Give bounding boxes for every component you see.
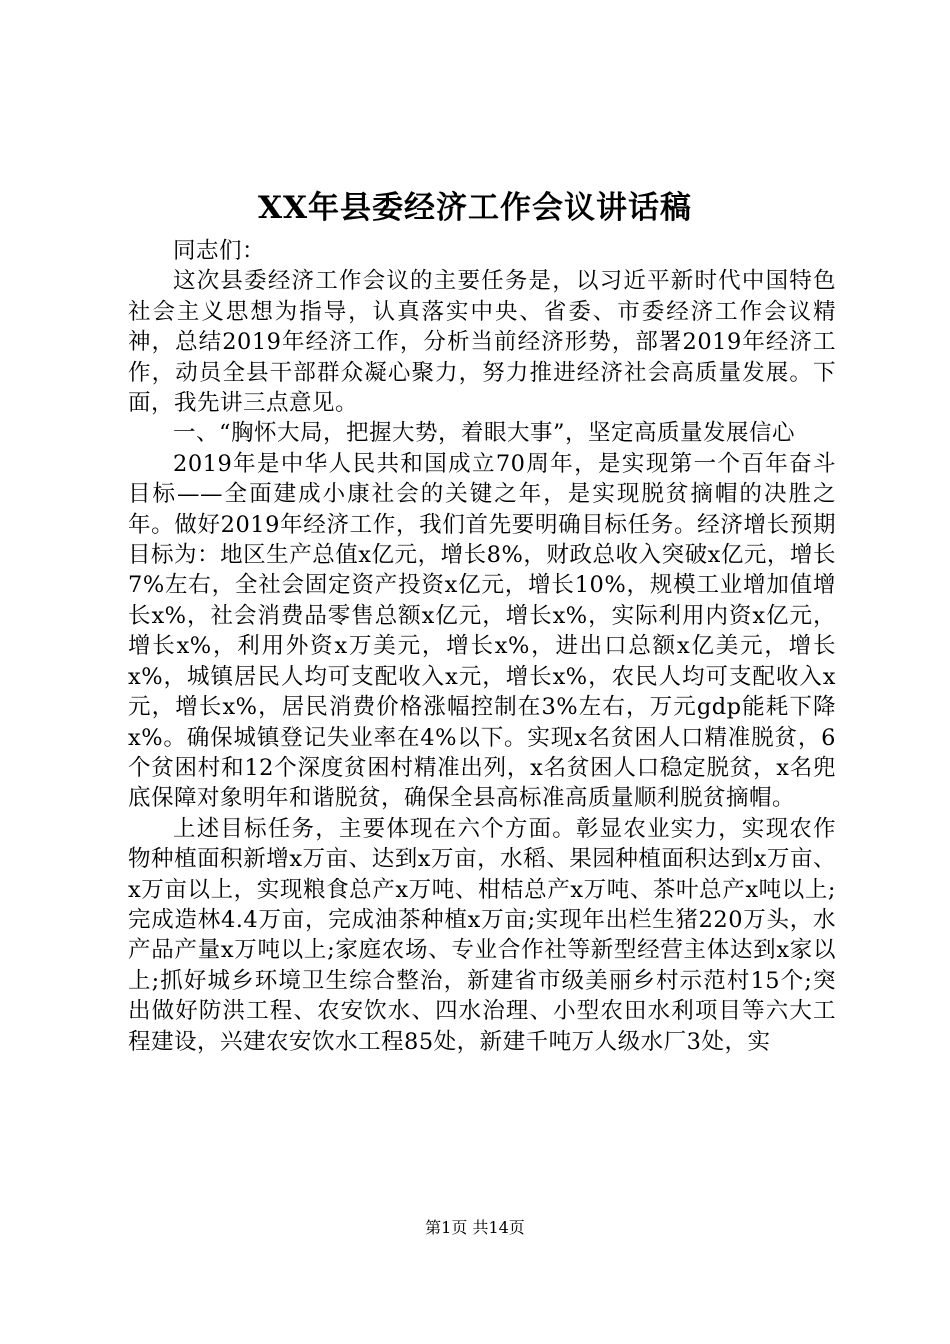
paragraph-intro: 这次县委经济工作会议的主要任务是，以习近平新时代中国特色社会主义思想为指导，认真落实中央、省委、市委经济工作会议精神，总结2019年经济工作，分析当前经济形势，部署2019年经济工作，动员全县干部群众凝心聚力，努力推进经济社会高质量发展。下面，我先讲三点意见。 xyxy=(128,268,836,417)
paragraph-targets: 2019年是中华人民共和国成立70周年，是实现第一个百年奋斗目标——全面建成小康社会的关键之年，是实现脱贫摘帽的决胜之年。做好2019年经济工作，我们首先要明确目标任务。经济增长预期目标为：地区生产总值x亿元，增长8%，财政总收入突破x亿元，增长7%左右，全社会固定资产投资x亿元，增长10%，规模工业增加值增长x%，社会消费品零售总额x亿元，增长x%，实际利用内资x亿元，增长x%，利用外资x万美元，增长x%，进出口总额x亿美元，增长x%，城镇居民人均可支配收入x元，增长x%，农民人均可支配收入x元，增长x%，居民消费价格涨幅控制在3%左右，万元gdp能耗下降x%。确保城镇登记失业率在4%以下。实现x名贫困人口精准脱贫，6个贫困村和12个深度贫困村精准出列，x名贫困人口稳定脱贫，x名兜底保障对象明年和谐脱贫，确保全县高标准高质量顺利脱贫摘帽。 xyxy=(128,450,836,812)
paragraph-six-aspects: 上述目标任务，主要体现在六个方面。彰显农业实力，实现农作物种植面积新增x万亩、达到x万亩，水稻、果园种植面积达到x万亩、x万亩以上，实现粮食总产x万吨、柑桔总产x万吨、茶叶总产x吨以上;完成造林4.4万亩，完成油茶种植x万亩;实现年出栏生猪220万头，水产品产量x万吨以上;家庭农场、专业合作社等新型经营主体达到x家以上;抓好城乡环境卫生综合整治，新建省市级美丽乡村示范村15个;突出做好防洪工程、农安饮水、四水治理、小型农田水利项目等六大工程建设，兴建农安饮水工程85处，新建千吨万人级水厂3处，实 xyxy=(128,815,836,1055)
salutation: 同志们： xyxy=(173,238,266,264)
document-title: XX年县委经济工作会议讲话稿 xyxy=(257,190,693,226)
section-heading-1: 一、“胸怀大局，把握大势，着眼大事”，坚定高质量发展信心 xyxy=(173,420,796,447)
document-body xyxy=(128,236,836,1057)
page-number-footer: 第1页 共14页 xyxy=(425,1218,525,1237)
